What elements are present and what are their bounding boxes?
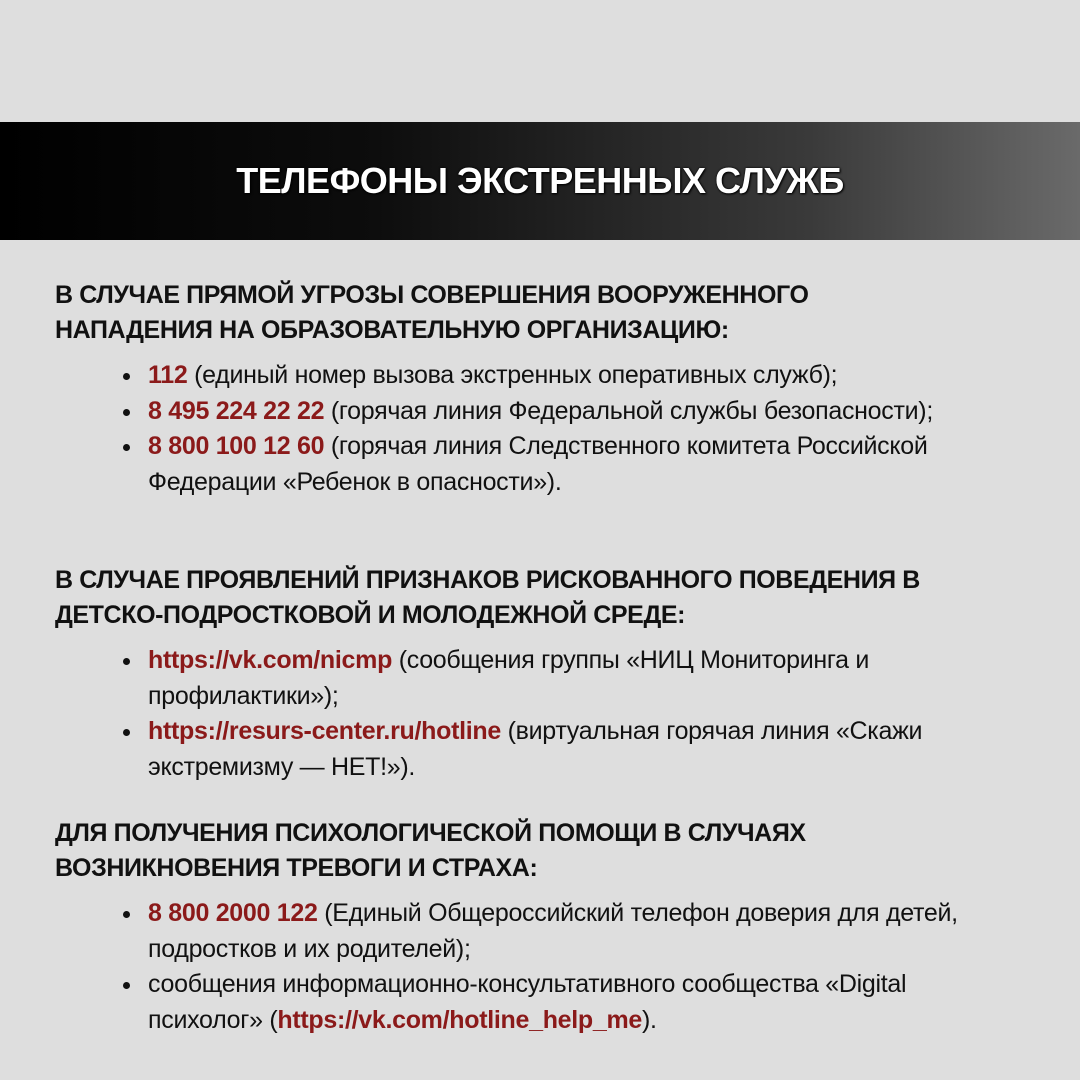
item-description: (сообщения группы «НИЦ Мониторинга и профилактики»); (148, 646, 870, 710)
item-description: (единый номер вызова экстренных оперативных служб); (187, 361, 838, 389)
contact-list (55, 643, 1045, 785)
phone-number[interactable]: 8 800 2000 122 (148, 899, 318, 927)
list-item (148, 714, 1008, 785)
bullet-icon (123, 444, 130, 451)
bullet-icon (123, 982, 130, 989)
section-heading: В СЛУЧАЕ ПРЯМОЙ УГРОЗЫ СОВЕРШЕНИЯ ВООРУЖЕННОГО НАПАДЕНИЯ НА ОБРАЗОВАТЕЛЬНУЮ ОРГАНИЗАЦИЮ: (55, 281, 809, 344)
link[interactable]: https://vk.com/nicmp (148, 646, 393, 674)
list-item (148, 643, 1008, 714)
bullet-icon (123, 729, 130, 736)
phone-number[interactable]: 8 495 224 22 22 (148, 396, 325, 425)
item-closing: ). (642, 1005, 657, 1034)
item-description: сообщения информационно-консультативного сообщества «Digital психолог» ( (148, 970, 907, 1034)
list-item (148, 967, 1008, 1038)
phone-number[interactable]: 112 (148, 361, 188, 389)
title-banner (0, 122, 1080, 240)
link[interactable]: https://resurs-center.ru/hotline (148, 717, 501, 745)
item-description: (Единый Общероссийский телефон доверия для детей, подростков и их родителей); (148, 899, 958, 963)
list-item (148, 394, 1008, 430)
list-item (148, 358, 1008, 394)
section-psychological-help (55, 816, 1045, 1038)
section-heading: ДЛЯ ПОЛУЧЕНИЯ ПСИХОЛОГИЧЕСКОЙ ПОМОЩИ В СЛУЧАЯХ ВОЗНИКНОВЕНИЯ ТРЕВОГИ И СТРАХА: (55, 819, 806, 882)
contact-list (55, 896, 1045, 1038)
section-risky-behavior (55, 563, 1045, 785)
bullet-icon (123, 373, 130, 380)
bullet-icon (123, 658, 130, 665)
bullet-icon (123, 911, 130, 918)
item-description: (горячая линия Федеральной службы безопасности); (324, 396, 933, 425)
item-description: (горячая линия Следственного комитета Российской Федерации «Ребенок в опасности»). (148, 432, 928, 496)
contact-list (55, 358, 1045, 500)
list-item (148, 429, 1008, 500)
item-description: (виртуальная горячая линия «Скажи экстремизму — НЕТ!»). (148, 717, 923, 781)
list-item (148, 896, 1008, 967)
page-title: ТЕЛЕФОНЫ ЭКСТРЕННЫХ СЛУЖБ (236, 160, 844, 201)
link[interactable]: https://vk.com/hotline_help_me (277, 1005, 643, 1034)
section-heading: В СЛУЧАЕ ПРОЯВЛЕНИЙ ПРИЗНАКОВ РИСКОВАННОГО ПОВЕДЕНИЯ В ДЕТСКО-ПОДРОСТКОВОЙ И МОЛОДЕЖНОЙ СРЕДЕ: (55, 566, 920, 629)
bullet-icon (123, 409, 130, 416)
phone-number[interactable]: 8 800 100 12 60 (148, 432, 325, 460)
section-armed-attack (55, 278, 1045, 500)
